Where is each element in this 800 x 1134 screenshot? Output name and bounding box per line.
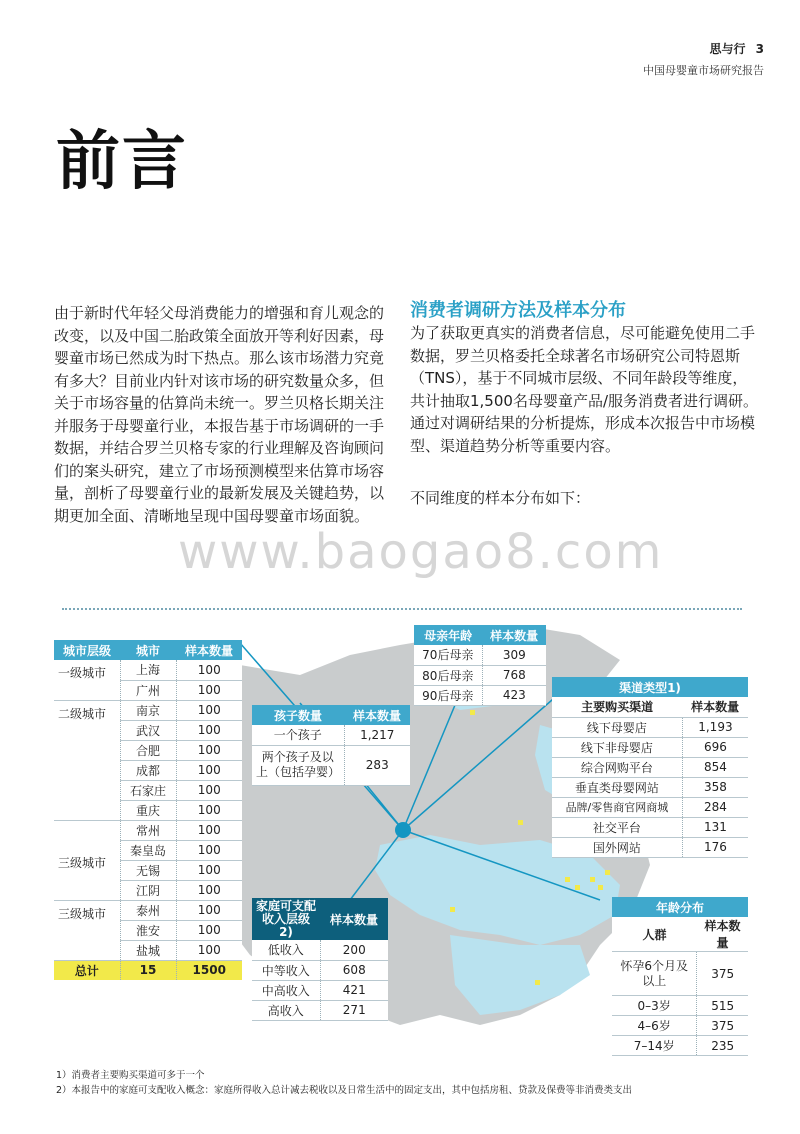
channel-cell: 垂直类母婴网站	[552, 777, 682, 797]
age-cell: 0–3岁	[612, 996, 697, 1016]
table-row	[552, 757, 748, 777]
table-row	[54, 660, 242, 680]
count-cell: 100	[176, 880, 242, 900]
page-number: 3	[755, 42, 764, 56]
channel-cell: 社交平台	[552, 817, 682, 837]
city-cell: 盐城	[120, 940, 176, 960]
total-samples: 1500	[176, 960, 242, 980]
count-cell: 100	[176, 940, 242, 960]
city-table-header-count: 样本数量	[176, 640, 242, 660]
age-count-header: 样本数量	[697, 917, 748, 952]
table-row	[54, 820, 242, 840]
count-cell: 271	[320, 1000, 388, 1020]
city-cell: 石家庄	[120, 780, 176, 800]
city-cell: 泰州	[120, 900, 176, 920]
count-cell: 100	[176, 840, 242, 860]
table-row	[414, 645, 546, 665]
children-header: 孩子数量	[252, 705, 344, 725]
channel-cell: 品牌/零售商官网商城	[552, 797, 682, 817]
income-count-header: 样本数量	[320, 898, 388, 940]
city-table-header-level: 城市层级	[54, 640, 120, 660]
count-cell: 200	[320, 940, 388, 960]
table-row	[252, 940, 388, 960]
channel-table	[552, 677, 748, 858]
city-marker	[565, 877, 570, 882]
mother-age-count-header: 样本数量	[482, 625, 546, 645]
age-cell: 怀孕6个月及以上	[612, 952, 697, 996]
table-row	[552, 717, 748, 737]
age-table	[612, 897, 748, 1056]
count-cell: 1,193	[682, 717, 748, 737]
count-cell: 375	[697, 952, 748, 996]
count-cell: 100	[176, 800, 242, 820]
header-subtitle: 中国母婴童市场研究报告	[643, 64, 764, 77]
count-cell: 854	[682, 757, 748, 777]
table-row	[54, 900, 242, 920]
income-cell: 中高收入	[252, 980, 320, 1000]
count-cell: 176	[682, 837, 748, 857]
count-cell: 100	[176, 920, 242, 940]
children-count-header: 样本数量	[344, 705, 410, 725]
dotted-divider	[62, 608, 742, 610]
table-row	[252, 1000, 388, 1020]
city-cell: 江阴	[120, 880, 176, 900]
mother-age-table	[414, 625, 546, 706]
table-row	[552, 797, 748, 817]
table-row	[612, 1016, 748, 1036]
section-body: 为了获取更真实的消费者信息，尽可能避免使用二手数据，罗兰贝格委托全球著名市场研究公司特恩斯（TNS），基于不同城市层级、不同年龄段等维度，共计抽取1,500名母婴童产品/服务消费者进行调研。通过对调研结果的分析提炼，形成本次报告中市场模型、渠道趋势分析等重要内容。	[410, 324, 758, 455]
city-table-header-city: 城市	[120, 640, 176, 660]
channel-count-header: 样本数量	[682, 697, 748, 717]
city-cell: 重庆	[120, 800, 176, 820]
income-cell: 低收入	[252, 940, 320, 960]
table-row	[414, 685, 546, 705]
count-cell: 375	[697, 1016, 748, 1036]
watermark: www.baogao8.com	[178, 524, 664, 580]
brand-label: 思与行	[709, 42, 746, 56]
channel-cell: 线下母婴店	[552, 717, 682, 737]
count-cell: 100	[176, 680, 242, 700]
count-cell: 235	[697, 1036, 748, 1056]
children-cell: 一个孩子	[252, 725, 344, 745]
count-cell: 100	[176, 860, 242, 880]
city-table	[54, 640, 242, 980]
age-cell: 7–14岁	[612, 1036, 697, 1056]
table-row	[612, 1036, 748, 1056]
table-row	[612, 952, 748, 996]
table-row	[552, 837, 748, 857]
count-cell: 358	[682, 777, 748, 797]
city-level-cell: 一级城市	[54, 660, 120, 700]
count-cell: 100	[176, 660, 242, 680]
table-row	[252, 725, 410, 745]
city-marker	[575, 885, 580, 890]
table-row	[414, 665, 546, 685]
count-cell: 696	[682, 737, 748, 757]
table-row	[252, 980, 388, 1000]
income-table	[252, 898, 388, 1021]
count-cell: 1,217	[344, 725, 410, 745]
city-cell: 秦皇岛	[120, 840, 176, 860]
table-row	[54, 700, 242, 720]
footnote-1: 1）消费者主要购买渠道可多于一个	[56, 1070, 205, 1081]
mother-age-cell: 70后母亲	[414, 645, 482, 665]
city-cell: 上海	[120, 660, 176, 680]
city-cell: 成都	[120, 760, 176, 780]
table-row	[612, 996, 748, 1016]
count-cell: 284	[682, 797, 748, 817]
count-cell: 768	[482, 665, 546, 685]
count-cell: 423	[482, 685, 546, 705]
children-cell: 两个孩子及以上（包括孕婴）	[252, 745, 344, 785]
count-cell: 100	[176, 700, 242, 720]
section-body-2: 不同维度的样本分布如下：	[410, 489, 591, 507]
income-header: 家庭可支配收入层级2)	[252, 898, 320, 940]
channel-header: 主要购买渠道	[552, 697, 682, 717]
table-row	[252, 960, 388, 980]
city-marker	[598, 885, 603, 890]
city-cell: 淮安	[120, 920, 176, 940]
count-cell: 131	[682, 817, 748, 837]
channel-cell: 国外网站	[552, 837, 682, 857]
channel-cell: 综合网购平台	[552, 757, 682, 777]
city-marker	[450, 907, 455, 912]
age-header: 人群	[612, 917, 697, 952]
age-cell: 4–6岁	[612, 1016, 697, 1036]
city-cell: 武汉	[120, 720, 176, 740]
map-blue-region-south	[450, 935, 590, 1015]
channel-table-title: 渠道类型1)	[552, 677, 748, 697]
age-table-title: 年龄分布	[612, 897, 748, 917]
table-row	[552, 737, 748, 757]
intro-paragraph: 由于新时代年轻父母消费能力的增强和育儿观念的改变，以及中国二胎政策全面放开等利好因素，母婴童市场已然成为时下热点。那么该市场潜力究竟有多大？目前业内针对该市场的研究数量众多，但关于市场容量的估算尚未统一。罗兰贝格长期关注并服务于母婴童行业，本报告基于市场调研的一手数据，并结合罗兰贝格专家的行业理解及咨询顾问们的案头研究，建立了市场预测模型来估算市场容量，剖析了母婴童行业的最新发展及关键趋势，以期更加全面、清晰地呈现中国母婴童市场面貌。	[54, 304, 385, 525]
table-row	[552, 777, 748, 797]
total-row	[54, 960, 242, 980]
count-cell: 100	[176, 740, 242, 760]
count-cell: 283	[344, 745, 410, 785]
city-level-cell: 三级城市	[54, 820, 120, 900]
count-cell: 100	[176, 760, 242, 780]
count-cell: 100	[176, 720, 242, 740]
city-marker	[590, 877, 595, 882]
total-label: 总计	[54, 960, 120, 980]
city-cell: 广州	[120, 680, 176, 700]
city-cell: 合肥	[120, 740, 176, 760]
city-marker	[518, 820, 523, 825]
income-cell: 高收入	[252, 1000, 320, 1020]
city-marker	[535, 980, 540, 985]
table-row	[252, 745, 410, 785]
city-cell: 常州	[120, 820, 176, 840]
mother-age-header: 母亲年龄	[414, 625, 482, 645]
children-table	[252, 705, 410, 786]
header-brand	[709, 40, 764, 57]
count-cell: 421	[320, 980, 388, 1000]
city-level-cell: 三级城市	[54, 900, 120, 960]
count-cell: 309	[482, 645, 546, 665]
mother-age-cell: 90后母亲	[414, 685, 482, 705]
city-cell: 南京	[120, 700, 176, 720]
city-marker	[605, 870, 610, 875]
income-cell: 中等收入	[252, 960, 320, 980]
section-title: 消费者调研方法及样本分布	[410, 300, 626, 321]
count-cell: 100	[176, 780, 242, 800]
page-title: 前言	[56, 125, 188, 199]
count-cell: 100	[176, 820, 242, 840]
mother-age-cell: 80后母亲	[414, 665, 482, 685]
city-marker	[470, 710, 475, 715]
total-cities: 15	[120, 960, 176, 980]
channel-cell: 线下非母婴店	[552, 737, 682, 757]
count-cell: 100	[176, 900, 242, 920]
footnote-2: 2）本报告中的家庭可支配收入概念：家庭所得收入总计减去税收以及日常生活中的固定支出，其中包括房租、贷款及保费等非消费类支出	[56, 1085, 633, 1096]
city-level-cell: 二级城市	[54, 700, 120, 820]
count-cell: 515	[697, 996, 748, 1016]
city-cell: 无锡	[120, 860, 176, 880]
count-cell: 608	[320, 960, 388, 980]
table-row	[552, 817, 748, 837]
